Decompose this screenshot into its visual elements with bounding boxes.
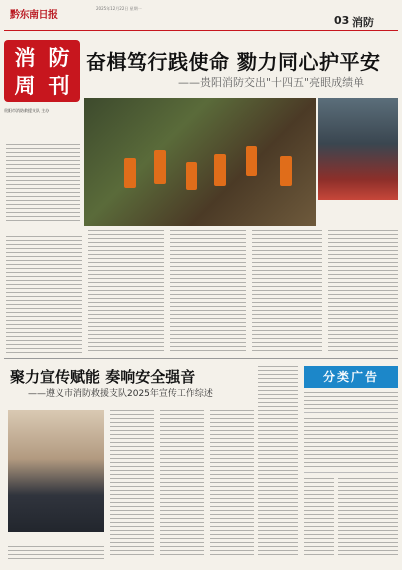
page-section: 消防 <box>352 16 374 29</box>
ad-notice <box>304 392 398 410</box>
ad-notice <box>304 418 398 468</box>
top-rule <box>4 30 398 31</box>
side-photo <box>318 98 398 200</box>
badge-char: 刊 <box>48 73 70 98</box>
article-column <box>170 230 246 354</box>
subheadline: ——贵阳消防交出"十四五"亮眼成绩单 <box>178 76 365 89</box>
article-column <box>110 410 154 556</box>
section2-subheadline: ——遵义市消防救援支队2025年宣传工作综述 <box>28 389 213 399</box>
intro-text <box>6 144 80 224</box>
headline: 奋楫笃行践使命 勠力同心护平安 <box>86 50 381 74</box>
section2-headline: 聚力宣传赋能 奏响安全强音 <box>10 368 196 386</box>
badge-char: 防 <box>48 45 70 70</box>
ad-divider <box>304 472 398 473</box>
article-column <box>6 236 82 354</box>
badge-caption: 贵阳市消防救援支队 主办 <box>4 108 50 113</box>
article-column <box>8 546 104 560</box>
article-column <box>88 230 164 354</box>
badge-char: 周 <box>14 73 36 98</box>
ad-notice <box>304 478 334 558</box>
ad-divider <box>304 412 398 413</box>
section2-photo <box>8 410 104 532</box>
article-column <box>252 230 322 354</box>
article-column <box>328 230 398 354</box>
section-badge <box>4 40 80 102</box>
masthead-date: 2025年12月22日 星期一 <box>96 6 142 11</box>
article-column <box>210 410 254 556</box>
section-divider <box>4 358 398 359</box>
badge-char: 消 <box>14 45 36 70</box>
main-photo <box>84 98 316 226</box>
classified-ads-header: 分类广告 <box>304 366 398 388</box>
newspaper-logo: 黔东南日报 <box>10 10 58 21</box>
page-number: 03 <box>334 14 350 27</box>
ad-notice <box>338 478 398 558</box>
article-column <box>160 410 204 556</box>
article-column <box>258 366 298 556</box>
